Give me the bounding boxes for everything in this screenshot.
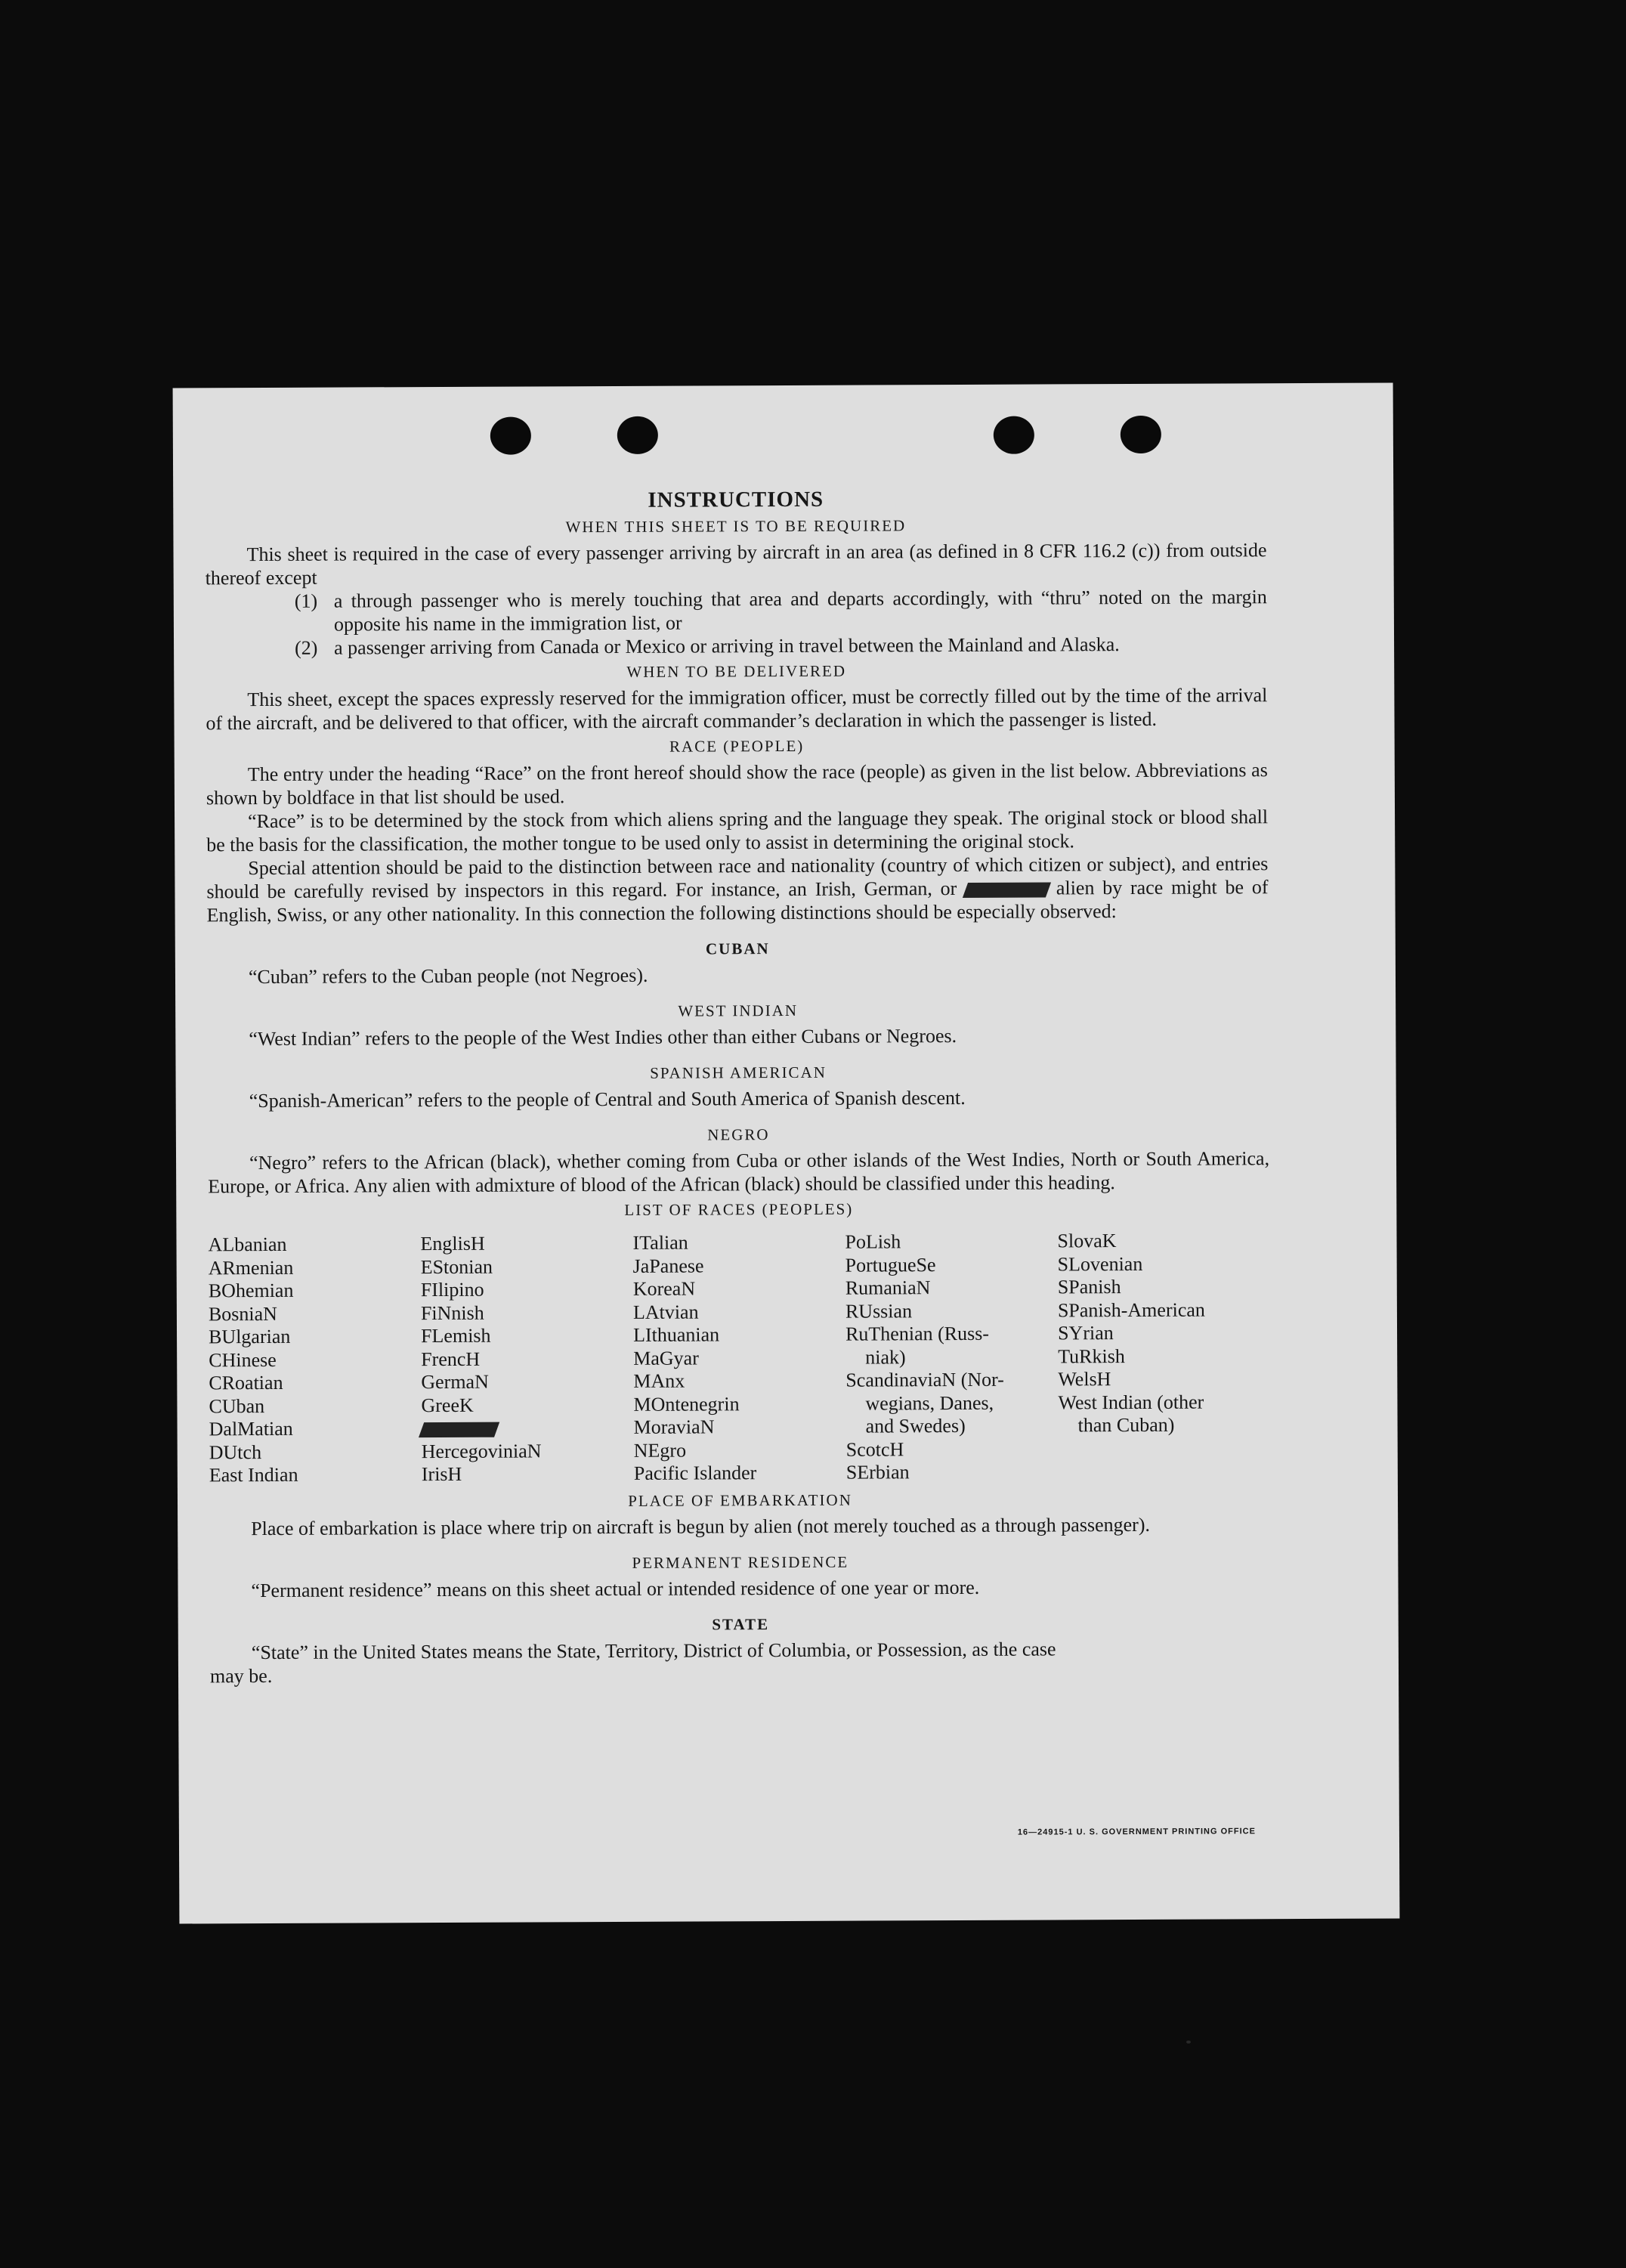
race-entry: ITalian bbox=[632, 1231, 688, 1254]
race-entry: WelsH bbox=[1058, 1368, 1111, 1391]
paragraph bbox=[206, 852, 1268, 927]
race-entry: KoreaN bbox=[632, 1277, 696, 1300]
race-entry: EStonian bbox=[420, 1255, 493, 1278]
race-entry: FLemish bbox=[420, 1324, 491, 1347]
printer-imprint: 16—24915-1 U. S. GOVERNMENT PRINTING OFFICE bbox=[1017, 1827, 1256, 1837]
race-entry: SPanish-American bbox=[1057, 1298, 1205, 1321]
race-entry: LIthuanian bbox=[632, 1323, 720, 1346]
section-heading: WHEN THIS SHEET IS TO BE REQUIRED bbox=[565, 516, 907, 537]
race-column bbox=[420, 1232, 633, 1487]
race-column bbox=[845, 1230, 1058, 1484]
race-entry: EnglisH bbox=[420, 1232, 485, 1255]
race-entry: FrencH bbox=[421, 1347, 481, 1370]
section-heading: LIST OF RACES (PEOPLES) bbox=[624, 1199, 854, 1219]
races-list bbox=[208, 1229, 1270, 1487]
page-title: INSTRUCTIONS bbox=[648, 487, 824, 512]
paragraph: “Negro” refers to the African (black), whether coming from Cuba or other islands of the West Indies, North or South America, Europe, or Africa. Any alien with admixture of blood of the African (black) should be classified under this heading. bbox=[208, 1147, 1270, 1198]
section-heading: PERMANENT RESIDENCE bbox=[632, 1552, 849, 1572]
paragraph: “Permanent residence” means on this sheet actual or intended residence of one year or more. bbox=[251, 1576, 980, 1601]
section-heading: RACE (PEOPLE) bbox=[669, 736, 805, 756]
race-entry: LAtvian bbox=[632, 1301, 699, 1323]
section-heading: SPANISH AMERICAN bbox=[650, 1063, 827, 1082]
race-entry: RumaniaN bbox=[845, 1276, 931, 1299]
race-entry: CHinese bbox=[209, 1348, 277, 1371]
race-entry: SErbian bbox=[845, 1461, 910, 1484]
race-entry: MoraviaN bbox=[633, 1416, 715, 1438]
section-heading: WHEN TO BE DELIVERED bbox=[626, 661, 847, 681]
item-text: a passenger arriving from Canada or Mexico or arriving in travel between the Mainland and Alaska. bbox=[334, 633, 1120, 659]
paragraph: Place of embarkation is place where trip on aircraft is begun by alien (not merely touched as a through passenger). bbox=[251, 1513, 1151, 1539]
list-item bbox=[206, 632, 1267, 660]
race-entry: SPanish bbox=[1057, 1276, 1121, 1298]
race-entry: PoLish bbox=[845, 1230, 901, 1253]
race-entry: West Indian (other bbox=[1058, 1391, 1204, 1413]
race-entry: RuThenian (Russ- bbox=[845, 1322, 990, 1345]
race-entry: Pacific Islander bbox=[633, 1462, 757, 1484]
section-heading: STATE bbox=[712, 1614, 770, 1633]
race-entry: FIlipino bbox=[420, 1278, 484, 1301]
paragraph: may be. bbox=[209, 1664, 273, 1687]
punch-hole bbox=[617, 416, 658, 454]
race-entry: MaGyar bbox=[633, 1347, 699, 1369]
item-number: (1) bbox=[294, 589, 318, 612]
race-entry: MOntenegrin bbox=[633, 1392, 740, 1416]
list-item bbox=[206, 585, 1267, 636]
section-heading: CUBAN bbox=[705, 939, 770, 958]
race-entry: SLovenian bbox=[1057, 1252, 1143, 1275]
race-entry: DalMatian bbox=[209, 1417, 293, 1440]
race-entry: ScotcH bbox=[845, 1437, 904, 1461]
paragraph-part: Special attention should be paid to the distinction between race and nationality (country of which citizen or subject), and entries should be carefully revised by inspectors in this regard. For instance, an Irish, German, or bbox=[206, 852, 1269, 903]
section-heading: PLACE OF EMBARKATION bbox=[628, 1490, 852, 1510]
race-entry: CUban bbox=[209, 1394, 265, 1417]
race-entry: niak) bbox=[865, 1345, 906, 1369]
race-entry: BOhemian bbox=[208, 1279, 294, 1302]
race-entry: IrisH bbox=[421, 1462, 462, 1486]
paragraph: “Race” is to be determined by the stock from which aliens spring and the language they speak. The original stock or blood shall be the basis for the classification, the mother tongue to be used only to assist in determining the original stock. bbox=[206, 806, 1269, 856]
race-entry: BUlgarian bbox=[208, 1325, 291, 1348]
speck bbox=[1186, 2041, 1191, 2044]
race-entry: DUtch bbox=[209, 1440, 262, 1463]
race-entry: CRoatian bbox=[209, 1371, 283, 1394]
paragraph: “Cuban” refers to the Cuban people (not Negroes). bbox=[248, 964, 648, 989]
race-column bbox=[1057, 1229, 1270, 1484]
race-entry: HercegoviniaN bbox=[421, 1439, 542, 1462]
race-entry: wegians, Danes, bbox=[865, 1391, 994, 1415]
race-entry: ScandinaviaN (Nor- bbox=[845, 1368, 1004, 1391]
punch-hole bbox=[1121, 416, 1161, 453]
item-number: (2) bbox=[295, 636, 318, 659]
paragraph-part: alien by race might be of English, Swiss, or any other nationality. In this connection the following distinctions should be especially observed: bbox=[206, 876, 1269, 927]
race-entry: SlovaK bbox=[1057, 1230, 1117, 1252]
instruction-sheet bbox=[173, 382, 1400, 1923]
redacted-entry bbox=[422, 1416, 634, 1440]
race-entry: than Cuban) bbox=[1077, 1413, 1175, 1437]
punch-hole bbox=[490, 416, 531, 454]
section-heading: WEST INDIAN bbox=[678, 1001, 799, 1020]
race-entry: ALbanian bbox=[208, 1233, 287, 1256]
race-entry: TuRkish bbox=[1058, 1344, 1125, 1367]
race-entry: and Swedes) bbox=[865, 1414, 966, 1437]
race-entry: BosniaN bbox=[208, 1302, 277, 1325]
race-column bbox=[632, 1231, 845, 1486]
redaction-mark bbox=[963, 882, 1051, 898]
race-entry: RUssian bbox=[845, 1299, 913, 1323]
race-entry: JaPanese bbox=[632, 1254, 704, 1277]
paragraph: This sheet is required in the case of every passenger arriving by aircraft in an area (as defined in 8 CFR 116.2 (c)) from outside thereof except bbox=[205, 539, 1267, 589]
paragraph: “Spanish-American” refers to the people of Central and South America of Spanish descent. bbox=[249, 1086, 966, 1112]
section-heading: NEGRO bbox=[707, 1125, 770, 1144]
paragraph: “West Indian” refers to the people of the West Indies other than either Cubans or Negroes. bbox=[249, 1025, 957, 1050]
race-entry: PortugueSe bbox=[845, 1253, 936, 1276]
item-text: a through passenger who is merely touching that area and departs accordingly, with “thru” noted on the margin opposite his name in the immigration list, or bbox=[333, 586, 1267, 636]
paragraph: “State” in the United States means the State, Territory, District of Columbia, or Possession, as the case bbox=[251, 1637, 1056, 1663]
race-entry: NEgro bbox=[633, 1439, 687, 1462]
race-entry: East Indian bbox=[209, 1463, 298, 1487]
race-entry: MAnx bbox=[633, 1369, 685, 1392]
race-entry: FiNnish bbox=[420, 1301, 484, 1324]
race-entry: GreeK bbox=[421, 1394, 474, 1416]
paragraph: This sheet, except the spaces expressly reserved for the immigration officer, must be correctly filled out by the time of the arrival of the aircraft, and be delivered to that officer, with the aircraft commander’s declaration in which the passenger is listed. bbox=[206, 684, 1268, 735]
race-entry: GermaN bbox=[421, 1370, 489, 1394]
paragraph: The entry under the heading “Race” on the front hereof should show the race (people) as given in the list below. Abbreviations as shown by boldface in that list should be used. bbox=[206, 759, 1268, 809]
punch-hole bbox=[994, 416, 1034, 454]
race-column bbox=[208, 1233, 421, 1487]
race-entry: ARmenian bbox=[208, 1256, 294, 1279]
race-entry: SYrian bbox=[1057, 1322, 1114, 1344]
